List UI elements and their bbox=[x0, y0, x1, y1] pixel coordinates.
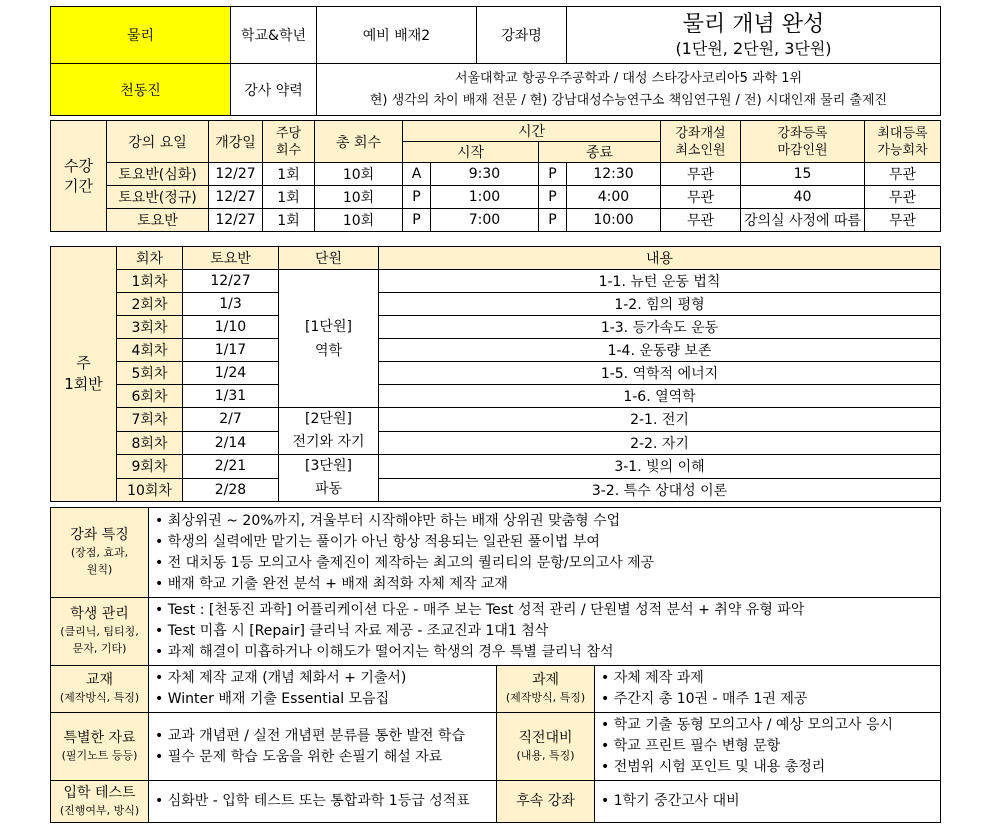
school-value: 예비 배재2 bbox=[317, 7, 477, 64]
school-label: 학교&학년 bbox=[231, 7, 317, 64]
row-end-ampm: P bbox=[539, 209, 567, 232]
row-content: 1-5. 역학적 에너지 bbox=[379, 362, 941, 385]
row-end-ampm: P bbox=[539, 163, 567, 186]
followup-item: • 1학기 중간고사 대비 bbox=[601, 793, 740, 809]
row-content: 3-2. 특수 상대성 이론 bbox=[379, 478, 941, 502]
special-item: • 교과 개념편 / 실전 개념편 분류를 통한 발전 학습 bbox=[155, 727, 465, 744]
weekly-row bbox=[51, 478, 941, 502]
management-label-cell bbox=[51, 598, 149, 666]
weekly-row bbox=[51, 408, 941, 432]
col-min: 강좌개설 최소인원 bbox=[661, 121, 741, 163]
row-deadline: 강의실 사정에 따름 bbox=[741, 209, 865, 232]
special-sub: (필기노트 등등) bbox=[61, 748, 138, 762]
entrance-content bbox=[149, 781, 497, 823]
info-table bbox=[50, 507, 941, 823]
schedule-row bbox=[51, 186, 941, 209]
row-per: 1회 bbox=[263, 186, 315, 209]
row-per: 1회 bbox=[263, 163, 315, 186]
textbook-label: 교재 bbox=[85, 672, 114, 688]
row-date: 1/17 bbox=[183, 339, 279, 362]
row-total: 10회 bbox=[315, 186, 403, 209]
schedule-side-label: 수강 기간 bbox=[51, 121, 107, 232]
features-label: 강좌 특징 bbox=[70, 527, 129, 543]
followup-label-cell bbox=[497, 781, 595, 823]
subject-title: 물리 bbox=[51, 7, 231, 64]
row-session: 4회차 bbox=[117, 339, 183, 362]
schedule-table bbox=[50, 120, 941, 232]
unit-1: [1단원] 역학 bbox=[279, 270, 379, 408]
exam-prep-label: 직전대비 bbox=[518, 729, 573, 746]
row-session: 3회차 bbox=[117, 316, 183, 339]
col-session: 회차 bbox=[117, 247, 183, 270]
row-total: 10회 bbox=[315, 163, 403, 186]
row-day: 토요반 bbox=[107, 209, 209, 232]
weekly-row bbox=[51, 431, 941, 455]
homework-label-cell bbox=[497, 666, 595, 713]
features-item: • 배재 학교 기출 완전 분석 + 배재 최적화 자체 제작 교재 bbox=[155, 575, 508, 592]
management-item: • Test 미흡 시 [Repair] 클리닉 자료 제공 - 조교진과 1대1 첨삭 bbox=[155, 623, 549, 639]
homework-sub: (제작방식, 특징) bbox=[505, 691, 586, 704]
textbook-content bbox=[149, 666, 497, 713]
row-end-ampm: P bbox=[539, 186, 567, 209]
weekly-row bbox=[51, 362, 941, 385]
row-date: 1/3 bbox=[183, 293, 279, 316]
col-unit: 단원 bbox=[279, 247, 379, 270]
row-max: 무관 bbox=[865, 163, 941, 186]
col-per-week: 주당 회수 bbox=[263, 121, 315, 163]
row-date: 2/14 bbox=[183, 431, 279, 455]
row-date: 12/27 bbox=[209, 186, 263, 209]
exam-prep-sub: (내용, 특징) bbox=[516, 748, 575, 762]
features-label-cell bbox=[51, 508, 149, 598]
row-date: 2/28 bbox=[183, 478, 279, 502]
row-min: 무관 bbox=[661, 186, 741, 209]
exam-prep-item: • 학교 기출 동형 모의고사 / 예상 모의고사 응시 bbox=[601, 717, 894, 733]
followup-label: 후속 강좌 bbox=[516, 793, 575, 809]
course-label: 강좌명 bbox=[477, 7, 567, 64]
weekly-row bbox=[51, 385, 941, 408]
special-item: • 필수 문제 학습 도움을 위한 손필기 해설 자료 bbox=[155, 748, 443, 765]
weekly-row bbox=[51, 270, 941, 293]
weekly-row bbox=[51, 293, 941, 316]
career-line-2: 현) 생각의 차이 배재 전문 / 현) 강남대성수능연구소 책임연구원 / 전) 시대인재 물리 출제진 bbox=[369, 92, 888, 108]
row-start-ampm: P bbox=[403, 186, 431, 209]
textbook-row bbox=[51, 666, 941, 713]
row-date: 1/10 bbox=[183, 316, 279, 339]
col-total: 총 회수 bbox=[315, 121, 403, 163]
row-content: 1-4. 운동량 보존 bbox=[379, 339, 941, 362]
col-time-end: 종료 bbox=[539, 142, 661, 163]
col-content: 내용 bbox=[379, 247, 941, 270]
entrance-row bbox=[51, 781, 941, 823]
special-label-cell bbox=[51, 713, 149, 781]
row-session: 2회차 bbox=[117, 293, 183, 316]
row-day: 토요반(심화) bbox=[107, 163, 209, 186]
special-content bbox=[149, 713, 497, 781]
textbook-sub: (제작방식, 특징) bbox=[59, 691, 140, 704]
course-name-cell bbox=[567, 7, 941, 64]
teacher-name: 천동진 bbox=[51, 64, 231, 116]
exam-prep-content bbox=[595, 713, 941, 781]
homework-item: • 자체 제작 과제 bbox=[601, 670, 704, 686]
row-start-ampm: A bbox=[403, 163, 431, 186]
weekly-row bbox=[51, 339, 941, 362]
row-min: 무관 bbox=[661, 163, 741, 186]
row-start-time: 9:30 bbox=[431, 163, 539, 186]
row-content: 1-3. 등가속도 운동 bbox=[379, 316, 941, 339]
management-sub: (클리닉, 팀티칭, 문자, 기타) bbox=[60, 625, 139, 655]
exam-prep-label-cell bbox=[497, 713, 595, 781]
features-item: • 전 대치동 1등 모의고사 출제진이 제작하는 최고의 퀄리티의 문항/모의고사 제공 bbox=[155, 554, 655, 571]
weekly-row bbox=[51, 455, 941, 479]
row-session: 6회차 bbox=[117, 385, 183, 408]
management-item: • 과제 해결이 미흡하거나 이해도가 떨어지는 학생의 경우 특별 클리닉 참석 bbox=[155, 644, 614, 660]
schedule-row bbox=[51, 209, 941, 232]
homework-label: 과제 bbox=[531, 672, 560, 688]
features-item: • 학생의 실력에만 맡기는 풀이가 아닌 항상 적용되는 일관된 풀이법 부여 bbox=[155, 533, 600, 550]
row-start-time: 1:00 bbox=[431, 186, 539, 209]
row-session: 9회차 bbox=[117, 455, 183, 479]
row-date: 1/24 bbox=[183, 362, 279, 385]
row-session: 1회차 bbox=[117, 270, 183, 293]
col-start-date: 개강일 bbox=[209, 121, 263, 163]
features-item: • 최상위권 ~ 20%까지, 겨울부터 시작해야만 하는 배재 상위권 맞춤형 수업 bbox=[155, 512, 621, 529]
row-start-time: 7:00 bbox=[431, 209, 539, 232]
entrance-label-cell bbox=[51, 781, 149, 823]
row-deadline: 15 bbox=[741, 163, 865, 186]
row-deadline: 40 bbox=[741, 186, 865, 209]
exam-prep-item: • 학교 프린트 필수 변형 문항 bbox=[601, 738, 781, 754]
entrance-sub: (진행여부, 방식) bbox=[59, 803, 140, 817]
career-cell bbox=[317, 64, 941, 116]
followup-content bbox=[595, 781, 941, 823]
row-date: 1/31 bbox=[183, 385, 279, 408]
row-content: 1-2. 힘의 평형 bbox=[379, 293, 941, 316]
row-session: 10회차 bbox=[117, 478, 183, 502]
management-label: 학생 관리 bbox=[70, 606, 129, 622]
homework-item: • 주간지 총 10권 - 매주 1권 제공 bbox=[601, 691, 808, 707]
row-date: 12/27 bbox=[183, 270, 279, 293]
row-min: 무관 bbox=[661, 209, 741, 232]
row-session: 7회차 bbox=[117, 408, 183, 432]
exam-prep-item: • 전범위 시험 포인트 및 내용 총정리 bbox=[601, 759, 826, 775]
textbook-label-cell bbox=[51, 666, 149, 713]
col-date: 토요반 bbox=[183, 247, 279, 270]
col-time-start: 시작 bbox=[403, 142, 539, 163]
weekly-row bbox=[51, 316, 941, 339]
row-max: 무관 bbox=[865, 186, 941, 209]
row-date: 2/21 bbox=[183, 455, 279, 479]
row-date: 2/7 bbox=[183, 408, 279, 432]
weekly-table bbox=[50, 246, 941, 502]
col-time: 시간 bbox=[403, 121, 661, 142]
row-day: 토요반(정규) bbox=[107, 186, 209, 209]
row-content: 2-1. 전기 bbox=[379, 408, 941, 432]
unit-2: [2단원] 전기와 자기 bbox=[279, 408, 379, 455]
row-end-time: 4:00 bbox=[567, 186, 661, 209]
features-row bbox=[51, 508, 941, 598]
textbook-item: • 자체 제작 교재 (개념 체화서 + 기출서) bbox=[155, 670, 407, 686]
row-date: 12/27 bbox=[209, 209, 263, 232]
textbook-item: • Winter 배재 기출 Essential 모음집 bbox=[155, 691, 390, 707]
special-label: 특별한 자료 bbox=[63, 729, 136, 746]
career-line-1: 서울대학교 항공우주공학과 / 대성 스타강사코리아5 과학 1위 bbox=[454, 70, 803, 86]
row-content: 3-1. 빛의 이해 bbox=[379, 455, 941, 479]
course-subtitle: (1단원, 2단원, 3단원) bbox=[675, 39, 832, 58]
row-end-time: 12:30 bbox=[567, 163, 661, 186]
row-session: 8회차 bbox=[117, 431, 183, 455]
row-content: 1-1. 뉴턴 운동 법칙 bbox=[379, 270, 941, 293]
col-max: 최대등록 가능회차 bbox=[865, 121, 941, 163]
row-max: 무관 bbox=[865, 209, 941, 232]
entrance-label: 입학 테스트 bbox=[63, 784, 136, 801]
row-per: 1회 bbox=[263, 209, 315, 232]
col-day: 강의 요일 bbox=[107, 121, 209, 163]
course-title: 물리 개념 완성 bbox=[682, 12, 825, 37]
management-content bbox=[149, 598, 941, 666]
row-end-time: 10:00 bbox=[567, 209, 661, 232]
features-sub: (장점, 효과, 원칙) bbox=[70, 546, 129, 576]
career-label: 강사 약력 bbox=[231, 64, 317, 116]
row-content: 1-6. 열역학 bbox=[379, 385, 941, 408]
row-total: 10회 bbox=[315, 209, 403, 232]
schedule-row bbox=[51, 163, 941, 186]
weekly-side-label: 주 1회반 bbox=[51, 247, 117, 502]
header-table bbox=[50, 6, 941, 116]
row-date: 12/27 bbox=[209, 163, 263, 186]
features-content bbox=[149, 508, 941, 598]
col-deadline: 강좌등록 마감인원 bbox=[741, 121, 865, 163]
entrance-item: • 심화반 - 입학 테스트 또는 통합과학 1등급 성적표 bbox=[155, 793, 470, 809]
row-session: 5회차 bbox=[117, 362, 183, 385]
management-row bbox=[51, 598, 941, 666]
row-start-ampm: P bbox=[403, 209, 431, 232]
special-row bbox=[51, 713, 941, 781]
unit-3: [3단원] 파동 bbox=[279, 455, 379, 502]
row-content: 2-2. 자기 bbox=[379, 431, 941, 455]
management-item: • Test : [천동진 과학] 어플리케이션 다운 - 매주 보는 Test 성적 관리 / 단원별 성적 분석 + 취약 유형 파악 bbox=[155, 602, 805, 618]
homework-content bbox=[595, 666, 941, 713]
